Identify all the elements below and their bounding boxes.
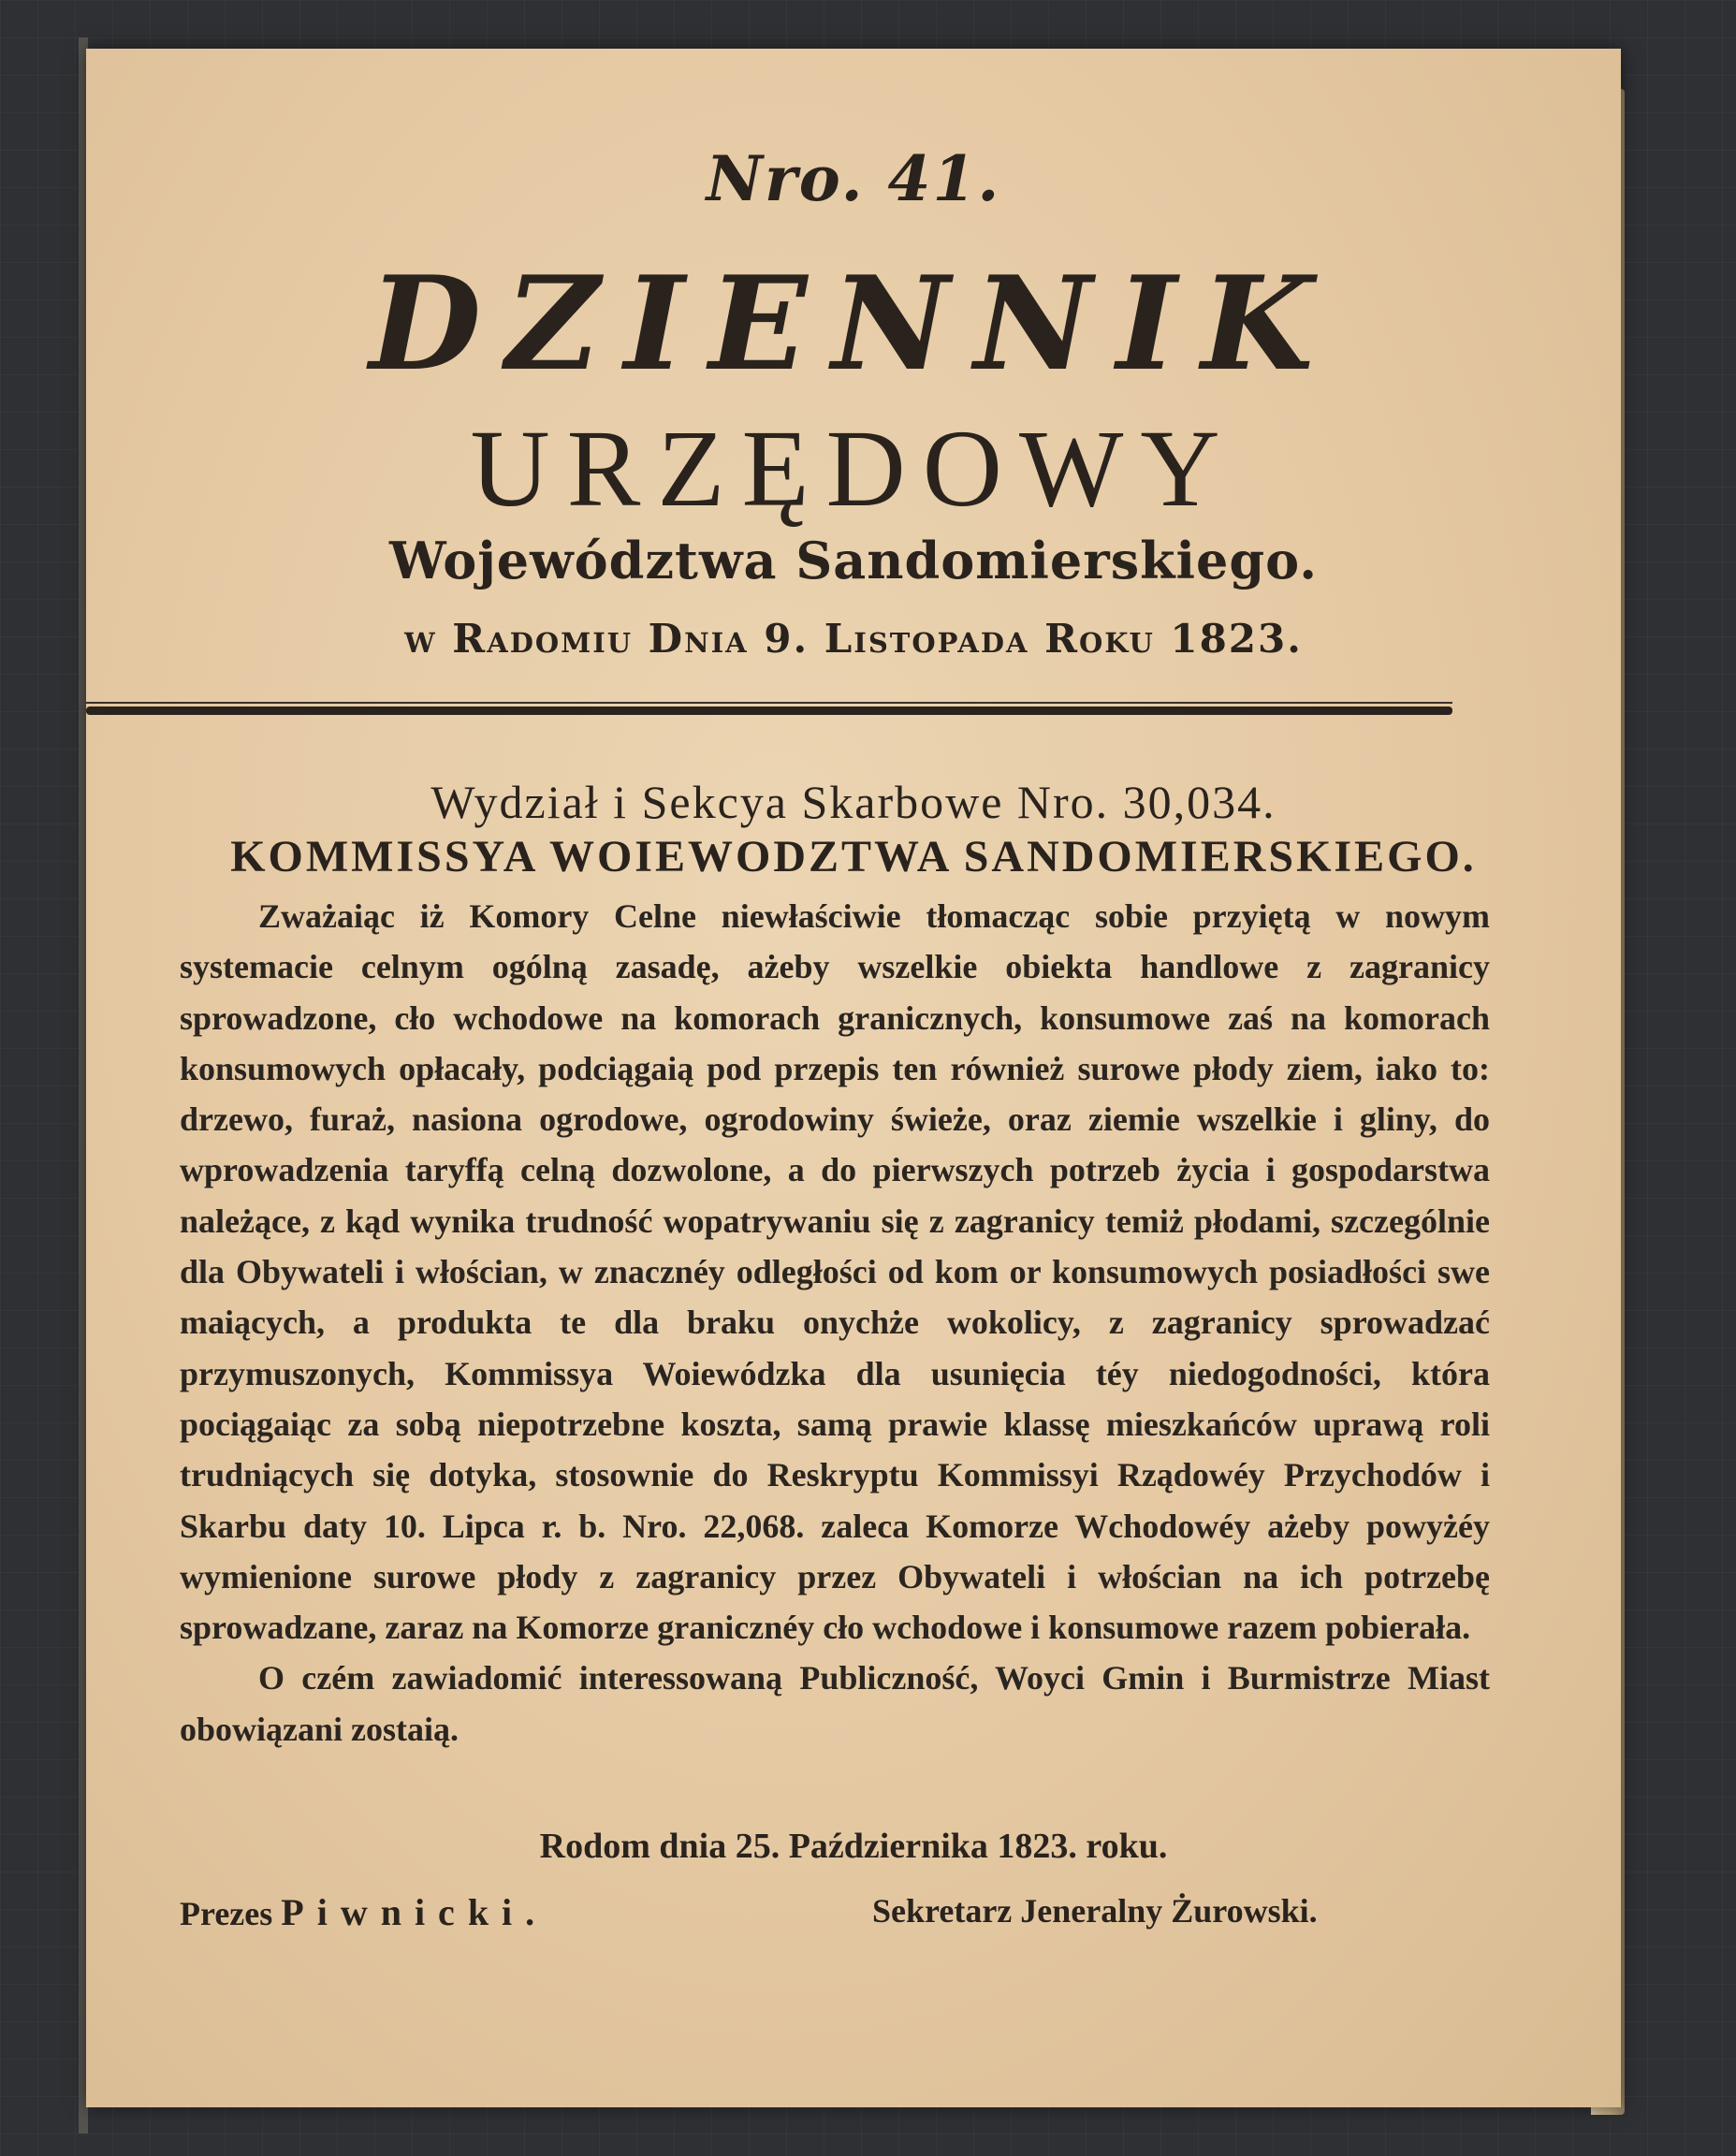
president-name: Piwnicki. <box>281 1891 548 1933</box>
masthead-title: DZIENNIK <box>369 247 1338 400</box>
article-body <box>180 891 1490 1755</box>
department-heading: Wydział i Sekcya Skarbowe Nro. 30,034. <box>430 776 1276 828</box>
issued-dateline: Rodom dnia 25. Października 1823. roku. <box>539 1827 1168 1866</box>
article-paragraph-1: Zważaiąc iż Komory Celne niewłaściwie tłomacząc sobie przyiętą w nowym systemacie celnym ogólną zasadę, ażeby wszelkie obiekta handlowe z zagranicy sprowadzone, cło wchodowe na komorach granicznych, konsumowe zaś na komorach konsumowych opłacały, podciągaią pod przepis ten również surowe płody ziem, iako to: drzewo, furaż, nasiona ogrodowe, ogrodowiny świeże, oraz ziemie wszelkie i gliny, do wprowadzenia taryffą celną dozwolone, a do pierwszych potrzeb życia i gospodarstwa należące, z kąd wynika trudność wopatrywaniu się z zagranicy temiż płodami, szczególnie dla Obywateli i włościan, w znacznéy odległości od kom or konsumowych posiadłości swe maiących, a produkta te dla braku onychże wokolicy, z zagranicy sprowadzać przymuszonych, Kommissya Woiewódzka dla usunięcia téy niedogodności, która pociągaiąc za sobą niepotrzebne koszta, samą prawie klassę mieszkańców uprawą roli trudniących się dotyka, stosownie do Reskryptu Kommissyi Rządowéy Przychodów i Skarbu daty 10. Lipca r. b. Nro. 22,068. zaleca Komorze Wchodowéy ażeby powyżéy wymienione surowe płody z zagranicy przez Obywateli i włościan na ich potrzebę sprowadzane, zaraz na Komorze granicznéy cło wchodowe i konsumowe razem pobierała. <box>180 897 1490 1647</box>
header-rule-thin <box>86 702 1452 704</box>
masthead-region: Województwa Sandomierskiego. <box>388 531 1319 590</box>
article-paragraph-2: O czém zawiadomić interessowaną Publiczność, Woyci Gmin i Burmistrze Miast obowiązani zostaią. <box>180 1659 1490 1748</box>
masthead-subtitle: URZĘDOWY <box>470 407 1237 530</box>
issue-number: Nro. 41. <box>706 142 1001 215</box>
header-rule-thick <box>86 707 1452 715</box>
commission-heading: KOMMISSYA WOIEWODZTWA SANDOMIERSKIEGO. <box>230 832 1477 881</box>
newspaper-page <box>86 49 1621 2107</box>
president-signature <box>180 1891 548 1933</box>
issue-date-line: w Radomiu Dnia 9. Listopada Roku 1823. <box>404 616 1303 662</box>
president-title: Prezes <box>180 1895 273 1932</box>
secretary-signature: Sekretarz Jeneralny Żurowski. <box>872 1892 1318 1930</box>
